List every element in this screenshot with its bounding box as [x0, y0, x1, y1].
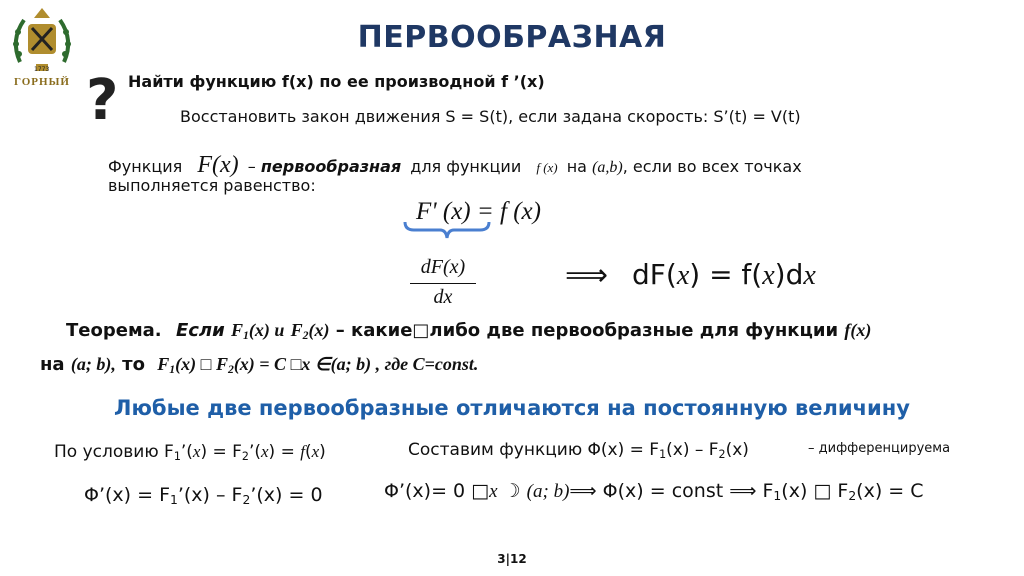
theorem-label: Теорема.	[66, 320, 162, 341]
on-text: на	[566, 157, 587, 176]
definition-rest: , если во всех точках	[622, 157, 802, 176]
differential-equation	[632, 258, 816, 292]
phi-derivative-line: Φ’(x) = $F_1’(x)$ – $F_2’(x) = 0$	[84, 484, 323, 508]
eq2-part-c: )d	[774, 258, 804, 291]
dash: –	[247, 157, 256, 176]
question-mark-icon: ?	[86, 68, 119, 133]
brace-icon	[402, 220, 492, 240]
theorem-function: f(x)	[844, 320, 872, 340]
key-statement: Любые две первообразные отличаются на постоянную величину	[114, 396, 910, 420]
eq2-part-a: dF(	[632, 258, 677, 291]
eq2-x3: x	[803, 260, 816, 291]
differentiable-note: – дифференцируема	[808, 441, 951, 456]
theorem-F2: $F_2(x)$	[290, 320, 330, 342]
fraction-denominator: dx	[433, 286, 453, 308]
eq2-x2: x	[762, 260, 775, 291]
fraction-line	[410, 283, 476, 284]
definition-line-2: выполняется равенство:	[108, 176, 316, 195]
logo-text: ГОРНЫЙ	[14, 76, 70, 88]
function-symbol: f (x)	[536, 160, 558, 175]
page-number: 3|12	[497, 552, 527, 566]
question-line-2: Восстановить закон движения S = S(t), если задана скорость: S’(t) = V(t)	[180, 107, 801, 126]
implies-arrow-icon: ⟹	[565, 259, 609, 292]
term-antiderivative: первообразная	[260, 157, 402, 176]
theorem-F1: $F_1(x)$ и	[230, 320, 285, 342]
word-function: Функция	[108, 157, 183, 176]
theorem-interval: (a; b),	[70, 354, 116, 374]
theorem-then: то	[122, 354, 145, 375]
theorem-rest: – какие□либо две первообразные для функции	[329, 320, 839, 341]
definition-line-1	[108, 152, 802, 179]
phi-conclusion-line: Φ’(x)= 0 □x ☽ (a; b)⟹ Φ(x) = const ⟹ $F_1(x)$ □ $F_2(x) = C$	[384, 480, 924, 504]
page-title: ПЕРВООБРАЗНАЯ	[357, 20, 667, 55]
for-function-text: для функции	[410, 157, 522, 176]
theorem-line-2	[40, 354, 478, 376]
condition-line: По условию $F_1’(x)$ = $F_2’(x) = f(x)$	[54, 442, 326, 463]
theorem-on: на	[40, 354, 65, 375]
eq2-x1: x	[676, 260, 690, 291]
fraction-numerator: dF(x)	[420, 256, 466, 278]
compose-function-line: Составим функцию $\Phi(x) = F_1(x) - F_2(x)$	[408, 440, 749, 461]
logo-year: 1773	[34, 66, 50, 73]
question-line-1: Найти функцию f(x) по ее производной f ’(x)	[128, 72, 545, 91]
antiderivative-symbol: F(x)	[197, 152, 239, 178]
eq1-left: F' (x)	[416, 198, 471, 225]
eq2-part-b: ) = f(	[689, 258, 763, 291]
interval: (a,b)	[592, 159, 623, 176]
theorem-if: Если	[175, 320, 225, 341]
theorem-conclusion: $F_1(x)$ □ $F_2(x) = C$ □x ∈(a; b) , где C=const.	[157, 354, 479, 376]
eq1-right: = f (x)	[476, 198, 541, 225]
theorem-line-1	[66, 320, 871, 342]
